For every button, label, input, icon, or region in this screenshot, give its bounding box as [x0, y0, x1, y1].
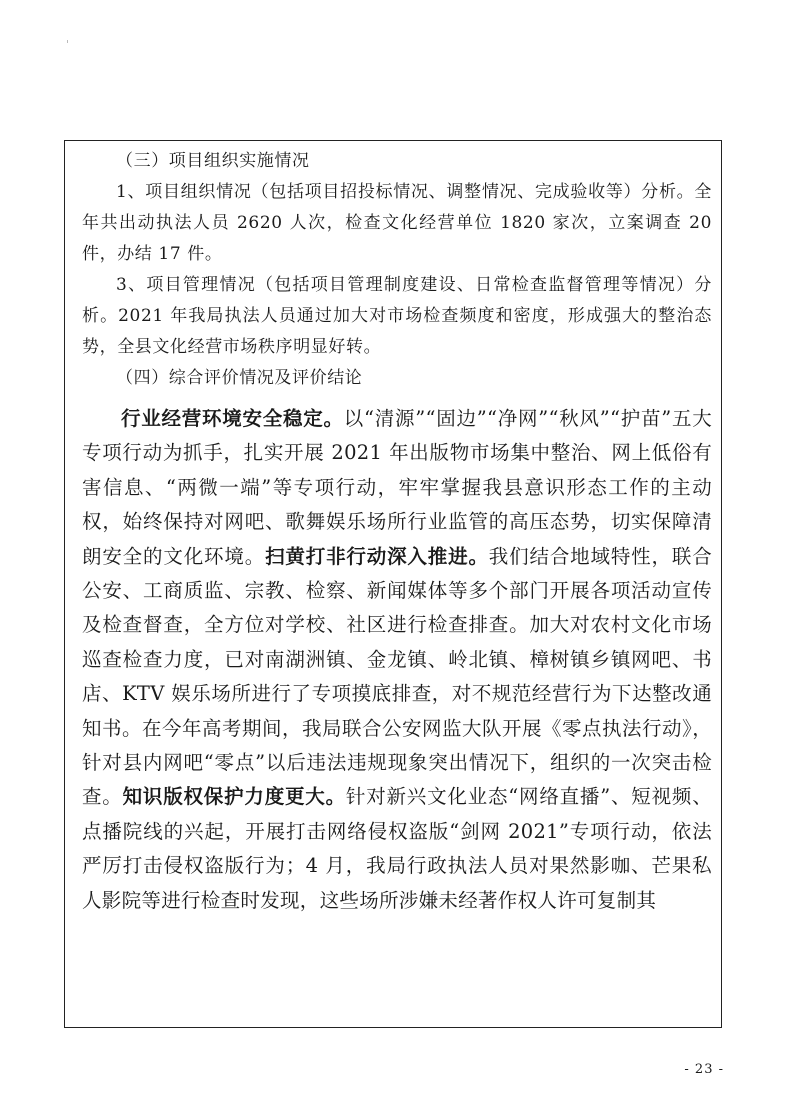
- page-number: - 23 -: [684, 1062, 724, 1077]
- section3-heading: （三）项目组织实施情况: [116, 151, 310, 171]
- bold-lead-1: 行业经营环境安全稳定。: [121, 407, 344, 430]
- document-body: [82, 146, 712, 918]
- section3-paragraph-2: 3、项目管理情况（包括项目管理制度建设、日常检查监督管理等情况）分析。2021 年我局执法人员通过加大对市场检查频度和密度，形成强大的整治态势，全县文化经营市场秩序明显好转。: [82, 275, 712, 357]
- scan-speck: [67, 40, 68, 43]
- section3-paragraph-1: 1、项目组织情况（包括项目招投标情况、调整情况、完成验收等）分析。全年共出动执法人员 2620 人次，检查文化经营单位 1820 家次，立案调查 20 件，办结 17 件。: [82, 182, 712, 264]
- section4-heading: （四）综合评价情况及评价结论: [116, 368, 363, 388]
- body-text-1: 以“清源”“固边”“净网”“秋风”“护苗”五大专项行动为抓手，扎实开展 2021 年出版物市场集中整治、网上低俗有害信息、“两微一端”等专项行动，牢牢掌握我县意识形态工作的主动权，始终保持对网吧、歌舞娱乐场所行业监管的高压态势，切实保障清朗安全的文化环境。: [82, 407, 712, 568]
- bold-lead-2: 扫黄打非行动深入推进。: [265, 544, 489, 568]
- bold-lead-3: 知识版权保护力度更大。: [122, 785, 346, 809]
- body-text-3: 针对新兴文化业态“网络直播”、短视频、点播院线的兴起，开展打击网络侵权盗版“剑网 2021”专项行动，依法严厉打击侵权盗版行为；4 月，我局行政执法人员对果然影咖、芒果私人影院等进行检查时发现，这些场所涉嫌未经著作权人许可复制其: [82, 785, 712, 912]
- body-text-2: 我们结合地域特性，联合公安、工商质监、宗教、检察、新闻媒体等多个部门开展各项活动宣传及检查督查，全方位对学校、社区进行检查排查。加大对农村文化市场巡查检查力度，已对南湖洲镇、金龙镇、岭北镇、樟树镇乡镇网吧、书店、KTV 娱乐场所进行了专项摸底排查，对不规范经营行为下达整改通知书。在今年高考期间，我局联合公安网监大队开展《零点执法行动》，针对县内网吧“零点”以后违法违规现象突出情况下，组织的一次突击检查。: [82, 544, 712, 809]
- section4-paragraph: [82, 402, 712, 918]
